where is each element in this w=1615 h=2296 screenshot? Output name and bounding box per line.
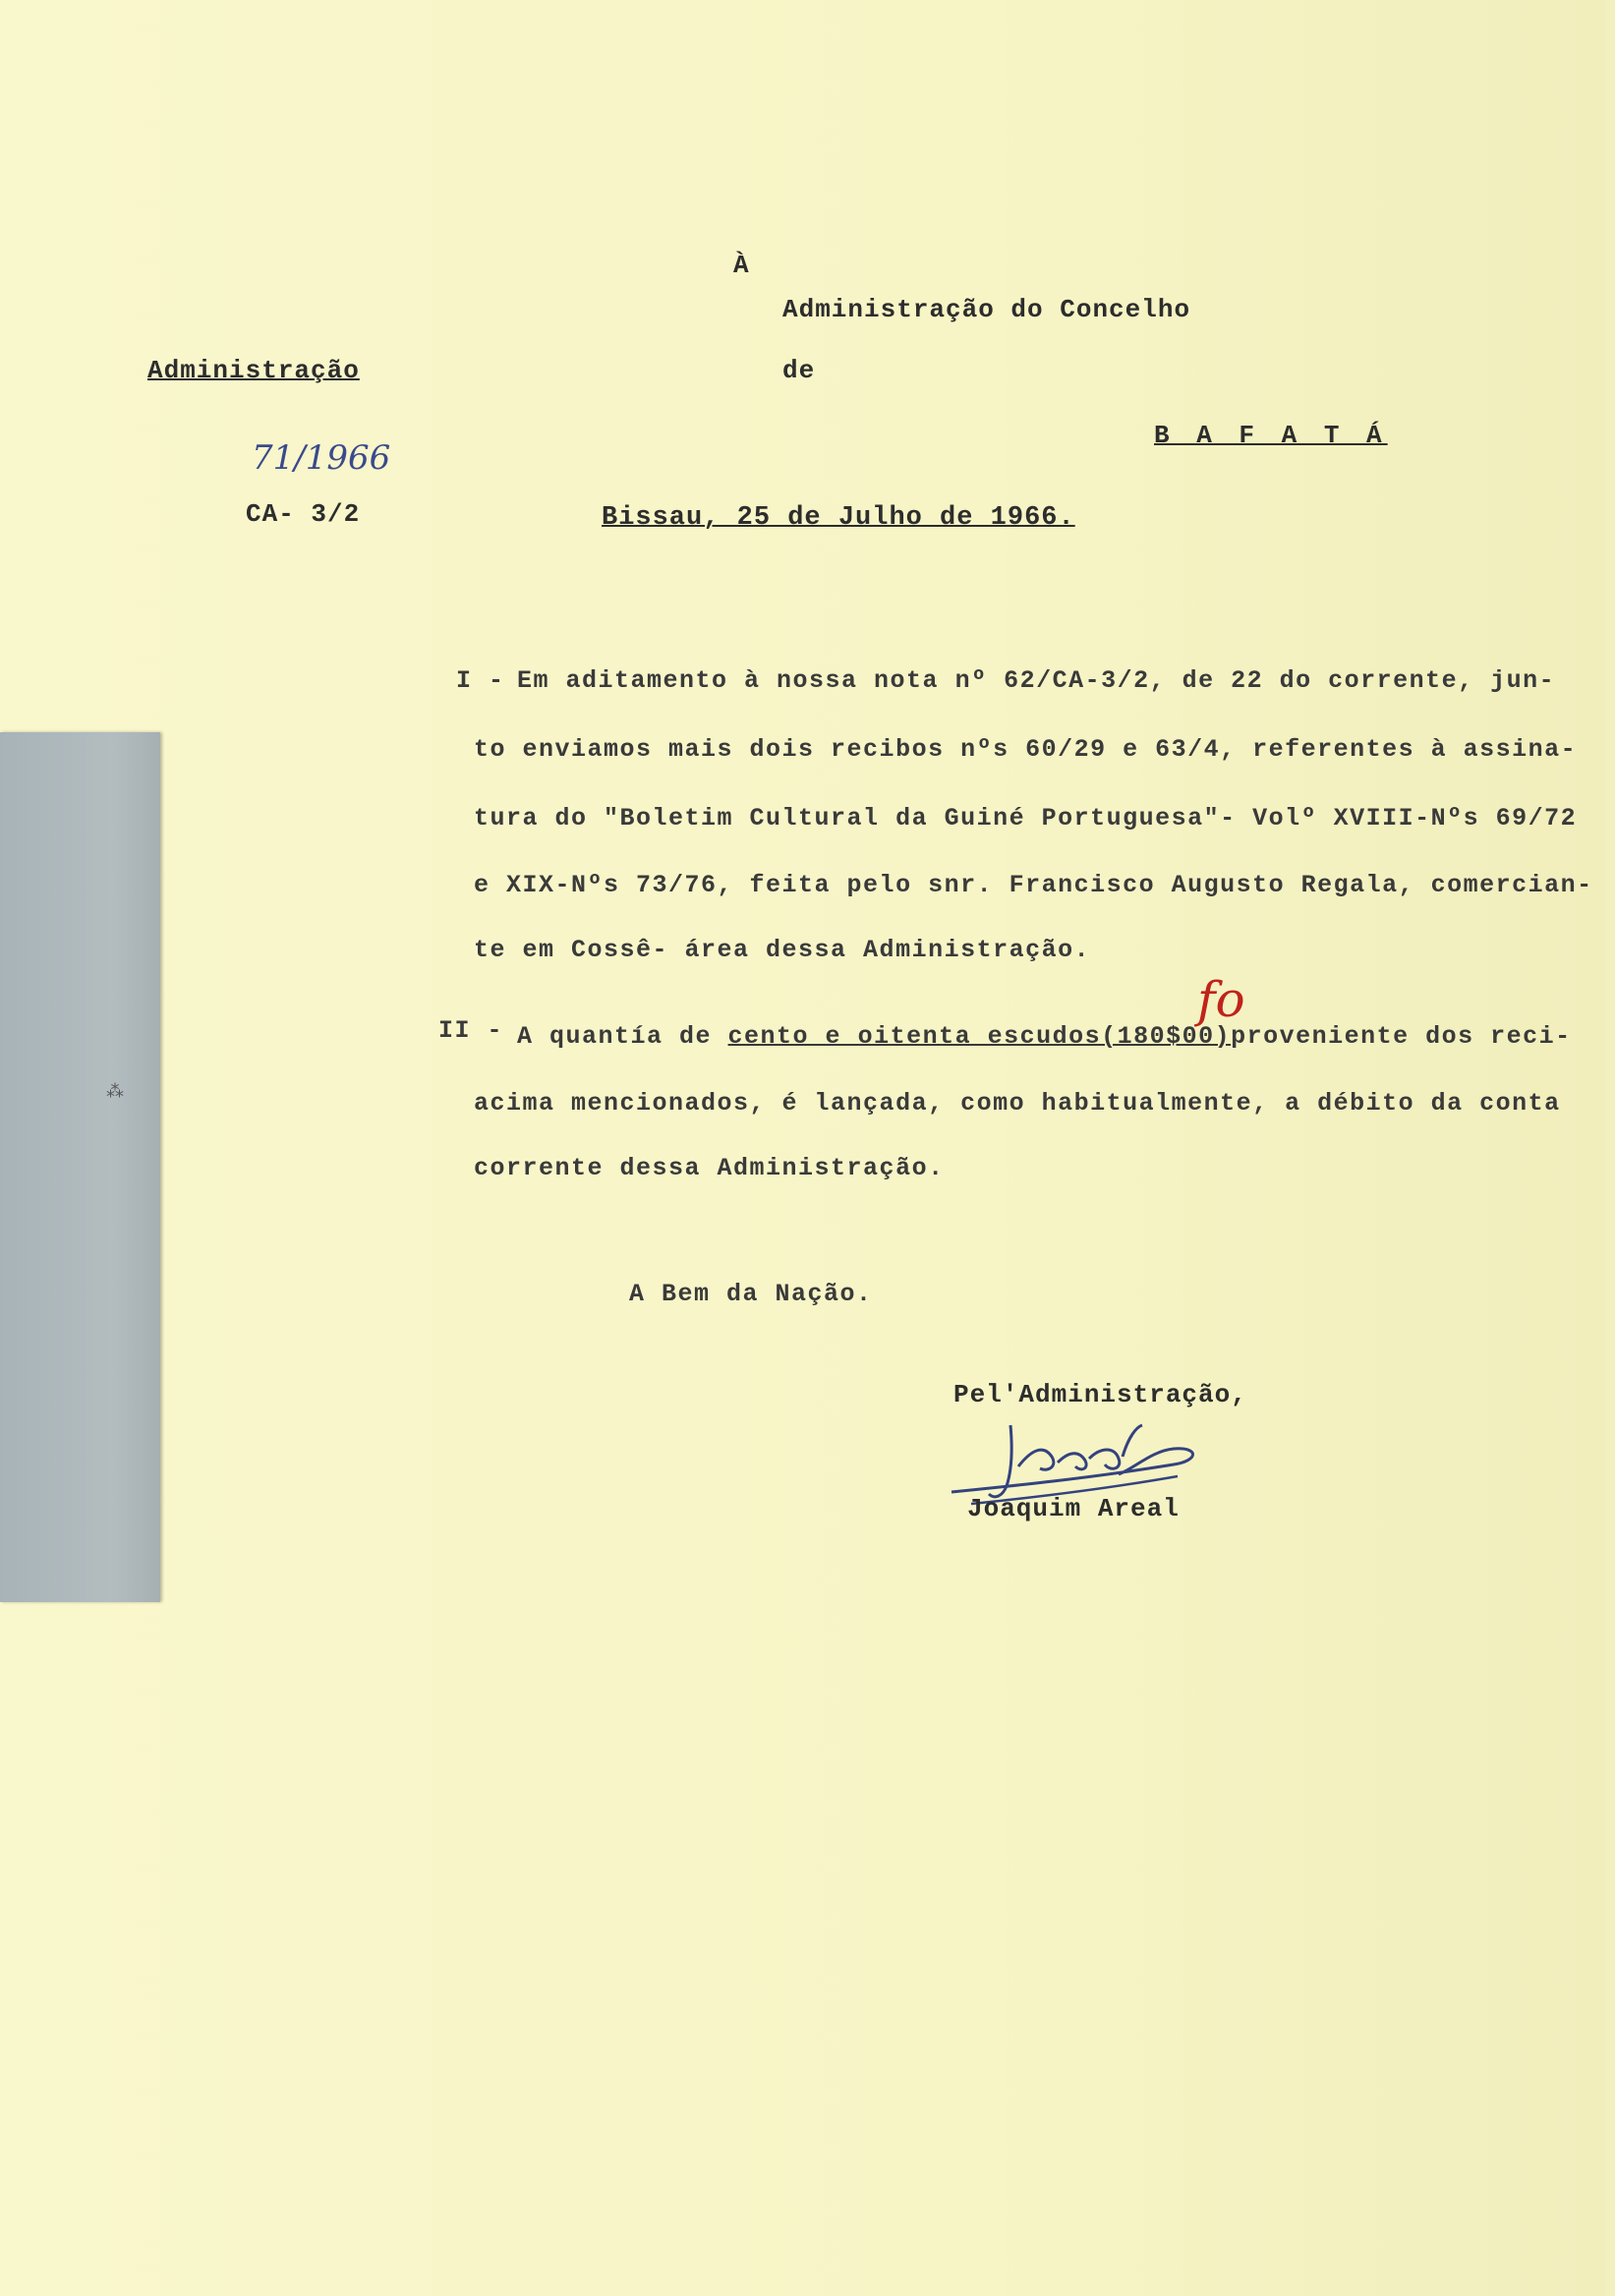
grey-backing-sheet — [0, 732, 160, 1602]
paragraph-2-numeral: II - — [438, 1016, 504, 1045]
paper-edge — [1605, 0, 1615, 2296]
date-line: Bissau, 25 de Julho de 1966. — [602, 503, 1075, 533]
paragraph-2-line-3: corrente dessa Administração. — [474, 1154, 945, 1182]
recipient-line2: de — [782, 356, 816, 385]
paragraph-2-after: proveniente dos reci- — [1231, 1022, 1572, 1051]
amount-underlined: cento e oitenta escudos(180$00) — [727, 1022, 1232, 1051]
red-annotation: fo — [1197, 971, 1245, 1028]
paragraph-1-line-1: Em aditamento à nossa nota nº 62/CA-3/2, de 22 do corrente, jun- — [517, 666, 1556, 695]
paragraph-2-line-1 — [517, 1022, 1572, 1051]
paragraph-1-line-2: to enviamos mais dois recibos nºs 60/29 e 63/4, referentes à assina- — [474, 735, 1578, 764]
on-behalf-line: Pel'Administração, — [953, 1380, 1247, 1409]
signer-name: Joaquim Areal — [967, 1494, 1180, 1523]
recipient-line1: Administração do Concelho — [782, 295, 1191, 324]
paragraph-1-line-4: e XIX-Nºs 73/76, feita pelo snr. Francisco Augusto Regala, comercian- — [474, 871, 1593, 899]
paragraph-2-line-2: acima mencionados, é lançada, como habitualmente, a débito da conta — [474, 1089, 1561, 1118]
recipient-place: B A F A T Á — [1154, 421, 1388, 450]
sender-reference: CA- 3/2 — [246, 499, 361, 529]
to-marker: À — [733, 251, 750, 280]
sender-department: Administração — [147, 356, 360, 385]
paragraph-2-before: A quantía de — [517, 1022, 728, 1051]
stray-mark-icon: ⁂ — [106, 1083, 124, 1103]
handwritten-reference: 71/1966 — [252, 438, 391, 478]
closing-salutation: A Bem da Nação. — [629, 1280, 873, 1308]
paragraph-1-line-5: te em Cossê- área dessa Administração. — [474, 936, 1091, 964]
paragraph-1-numeral: I - — [456, 666, 505, 695]
paragraph-1-line-3: tura do "Boletim Cultural da Guiné Portuguesa"- Volº XVIII-Nºs 69/72 — [474, 804, 1578, 832]
